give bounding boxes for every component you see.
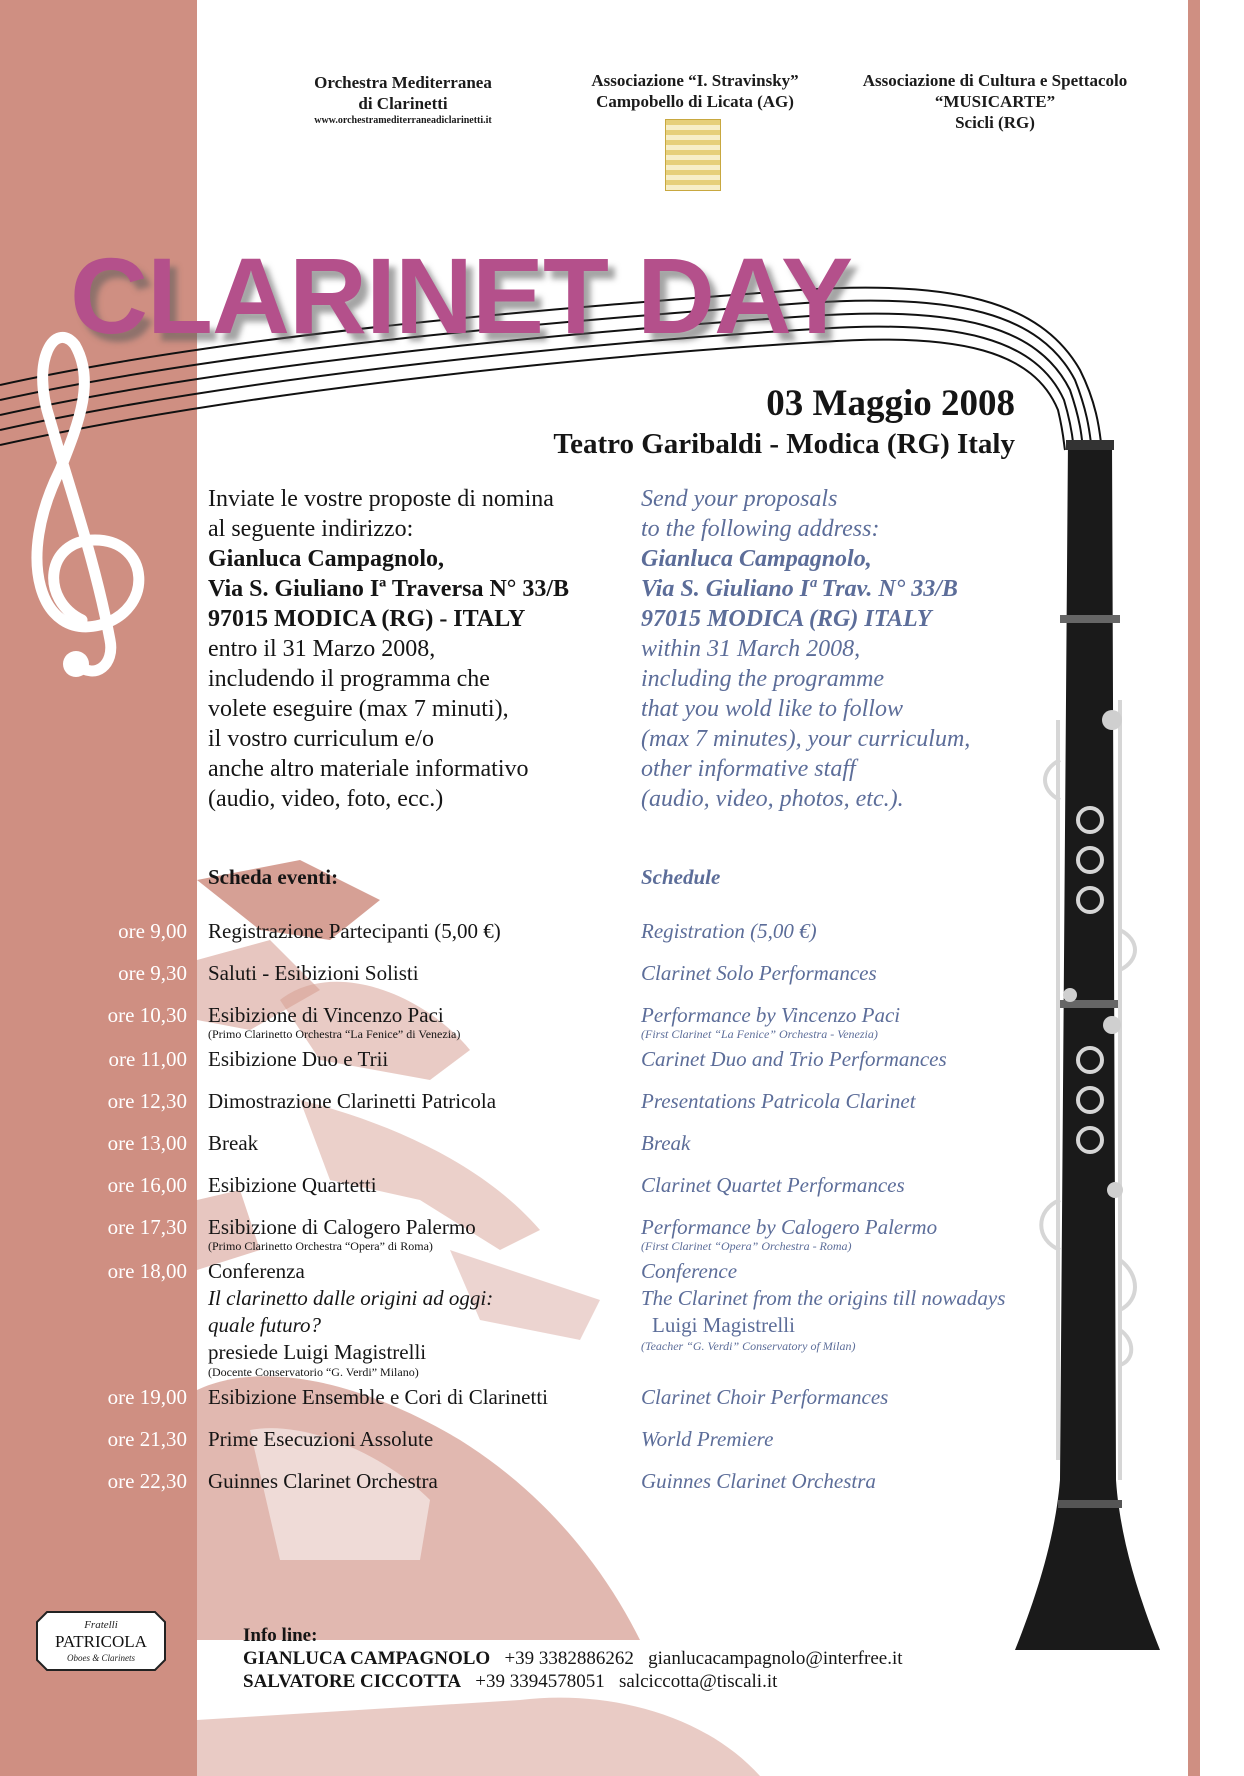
proposal-line: 97015 MODICA (RG) ITALY bbox=[641, 606, 932, 632]
proposals-english bbox=[641, 484, 1021, 814]
schedule-time: ore 9,00 bbox=[118, 919, 187, 943]
schedule-item-english: Registration (5,00 €) bbox=[641, 919, 817, 943]
schedule-time: ore 9,30 bbox=[118, 961, 187, 985]
organizer-stravinsky bbox=[565, 70, 825, 112]
organizer-name-line2: di Clarinetti bbox=[358, 94, 448, 113]
info-line bbox=[243, 1624, 903, 1693]
conference-chair-english: Luigi Magistrelli bbox=[652, 1313, 795, 1337]
schedule-item-english: Performance by Calogero Palermo bbox=[641, 1215, 938, 1239]
schedule-item-english: Conference bbox=[641, 1259, 738, 1283]
treble-clef-icon bbox=[37, 337, 139, 671]
event-venue: Teatro Garibaldi - Modica (RG) Italy bbox=[553, 428, 1015, 460]
schedule-item-italian: Esibizione Duo e Trii bbox=[208, 1047, 389, 1071]
contact-name: GIANLUCA CAMPAGNOLO bbox=[243, 1648, 491, 1669]
contact-phone: +39 3394578051 bbox=[475, 1671, 605, 1692]
organizer-orchestra bbox=[268, 72, 538, 127]
schedule-item-english: Clarinet Choir Performances bbox=[641, 1385, 889, 1409]
schedule-item-note-italian: (Primo Clarinetto Orchestra “La Fenice” di Venezia) bbox=[208, 1027, 461, 1041]
schedule-item-english: Clarinet Solo Performances bbox=[641, 961, 877, 985]
schedule-item-italian: Saluti - Esibizioni Solisti bbox=[208, 961, 419, 985]
contact-name: SALVATORE CICCOTTA bbox=[243, 1671, 462, 1692]
proposal-line: volete eseguire (max 7 minuti), bbox=[208, 696, 509, 722]
schedule-item-note-italian: (Primo Clarinetto Orchestra “Opera” di Roma) bbox=[208, 1239, 433, 1253]
schedule-time: ore 10,30 bbox=[107, 1003, 187, 1027]
schedule-item-english: Clarinet Quartet Performances bbox=[641, 1173, 905, 1197]
schedule-item-english: Presentations Patricola Clarinet bbox=[641, 1089, 916, 1113]
organizer-name-line3: Scicli (RG) bbox=[955, 113, 1035, 132]
sponsor-line1: Fratelli bbox=[84, 1619, 118, 1631]
proposal-line: within 31 March 2008, bbox=[641, 636, 861, 662]
contact-row bbox=[243, 1670, 903, 1693]
schedule-time: ore 17,30 bbox=[107, 1215, 187, 1239]
event-title: CLARINET DAY bbox=[70, 235, 853, 356]
schedule-time: ore 19,00 bbox=[107, 1385, 187, 1409]
proposal-line: il vostro curriculum e/o bbox=[208, 726, 434, 752]
organizer-website: www.orchestramediterraneadiclarinetti.it bbox=[314, 115, 492, 126]
schedule-item-note-english: (Teacher “G. Verdi” Conservatory of Milan) bbox=[641, 1339, 856, 1353]
schedule-item-note-italian: (Docente Conservatorio “G. Verdi” Milano) bbox=[208, 1365, 419, 1379]
proposal-line: (max 7 minutes), your curriculum, bbox=[641, 726, 971, 752]
schedule-item-italian: Prime Esecuzioni Assolute bbox=[208, 1427, 434, 1451]
schedule-item-english: Carinet Duo and Trio Performances bbox=[641, 1047, 947, 1071]
schedule-item-italian: Registrazione Partecipanti (5,00 €) bbox=[208, 919, 501, 943]
treble-clef-dot-icon bbox=[63, 651, 89, 677]
proposal-line: Via S. Giuliano Iª Traversa N° 33/B bbox=[208, 576, 570, 602]
proposal-line: Send your proposals bbox=[641, 486, 838, 512]
schedule-time: ore 12,30 bbox=[107, 1089, 187, 1113]
schedule-item-english: Guinnes Clarinet Orchestra bbox=[641, 1469, 876, 1493]
contact-email: salciccotta@tiscali.it bbox=[619, 1671, 778, 1692]
schedule-item-italian: Dimostrazione Clarinetti Patricola bbox=[208, 1089, 497, 1113]
proposal-line: includendo il programma che bbox=[208, 666, 490, 692]
conference-title-italian-2: quale futuro? bbox=[208, 1313, 321, 1337]
schedule-item-note-english: (First Clarinet “Opera” Orchestra - Roma) bbox=[641, 1239, 852, 1253]
proposal-line: Gianluca Campagnolo, bbox=[208, 546, 445, 572]
conference-chair-italian: presiede Luigi Magistrelli bbox=[208, 1340, 427, 1364]
organizer-name: Orchestra Mediterranea bbox=[314, 73, 492, 92]
schedule-time: ore 18,00 bbox=[107, 1259, 187, 1283]
organizer-name: Associazione “I. Stravinsky” bbox=[591, 71, 799, 90]
proposal-line: other informative staff bbox=[641, 756, 856, 782]
info-label: Info line: bbox=[243, 1625, 318, 1646]
schedule-item-italian: Guinnes Clarinet Orchestra bbox=[208, 1469, 438, 1493]
schedule-heading-english: Schedule bbox=[641, 865, 721, 889]
schedule-item-note-english: (First Clarinet “La Fenice” Orchestra - Venezia) bbox=[641, 1027, 878, 1041]
schedule-item-italian: Esibizione di Vincenzo Paci bbox=[208, 1003, 444, 1027]
contact-email: gianlucacampagnolo@interfree.it bbox=[648, 1648, 903, 1669]
contact-row bbox=[243, 1647, 903, 1670]
stravinsky-emblem-icon bbox=[665, 119, 721, 191]
schedule-time: ore 21,30 bbox=[107, 1427, 187, 1451]
schedule-time: ore 13,00 bbox=[107, 1131, 187, 1155]
clarinet-image-icon bbox=[1015, 440, 1160, 1650]
sponsor-line3: Oboes & Clarinets bbox=[66, 1653, 136, 1663]
schedule-item-italian: Conferenza bbox=[208, 1259, 305, 1283]
schedule-heading-italian: Scheda eventi: bbox=[208, 865, 339, 889]
conference-title-italian: Il clarinetto dalle origini ad oggi: bbox=[208, 1286, 494, 1310]
proposals-italian bbox=[208, 484, 638, 814]
schedule-item-italian: Esibizione Ensemble e Cori di Clarinetti bbox=[208, 1385, 549, 1409]
proposal-line: Inviate le vostre proposte di nomina bbox=[208, 486, 554, 512]
schedule-item-italian: Esibizione di Calogero Palermo bbox=[208, 1215, 476, 1239]
schedule-item-english: Break bbox=[641, 1131, 691, 1155]
proposal-line: Via S. Giuliano Iª Trav. N° 33/B bbox=[641, 576, 958, 602]
schedule-item-italian: Esibizione Quartetti bbox=[208, 1173, 377, 1197]
schedule-time: ore 16,00 bbox=[107, 1173, 187, 1197]
patricola-logo-icon bbox=[33, 1608, 169, 1674]
organizer-name-line2: “MUSICARTE” bbox=[934, 92, 1056, 111]
schedule-item-italian: Break bbox=[208, 1131, 259, 1155]
proposal-line: 97015 MODICA (RG) - ITALY bbox=[208, 606, 526, 632]
organizer-name: Associazione di Cultura e Spettacolo bbox=[862, 71, 1128, 90]
organizer-musicarte bbox=[845, 70, 1145, 133]
proposal-line: that you wold like to follow bbox=[641, 696, 903, 722]
proposal-line: entro il 31 Marzo 2008, bbox=[208, 636, 436, 662]
schedule-item-english: World Premiere bbox=[641, 1427, 774, 1451]
conference-title-english: The Clarinet from the origins till nowadays bbox=[641, 1286, 1006, 1310]
proposal-line: including the programme bbox=[641, 666, 885, 692]
proposal-line: Gianluca Campagnolo, bbox=[641, 546, 872, 572]
schedule-time: ore 22,30 bbox=[107, 1469, 187, 1493]
proposal-line: (audio, video, foto, ecc.) bbox=[208, 786, 444, 812]
sponsor-line2: PATRICOLA bbox=[55, 1632, 147, 1651]
event-date: 03 Maggio 2008 bbox=[766, 383, 1015, 424]
proposal-line: to the following address: bbox=[641, 516, 880, 542]
contact-phone: +39 3382886262 bbox=[504, 1648, 634, 1669]
proposal-line: (audio, video, photos, etc.). bbox=[641, 786, 904, 812]
organizer-name-line2: Campobello di Licata (AG) bbox=[596, 92, 794, 111]
schedule-item-english: Performance by Vincenzo Paci bbox=[641, 1003, 901, 1027]
proposal-line: anche altro materiale informativo bbox=[208, 756, 529, 782]
schedule-time: ore 11,00 bbox=[108, 1047, 187, 1071]
proposal-line: al seguente indirizzo: bbox=[208, 516, 414, 542]
